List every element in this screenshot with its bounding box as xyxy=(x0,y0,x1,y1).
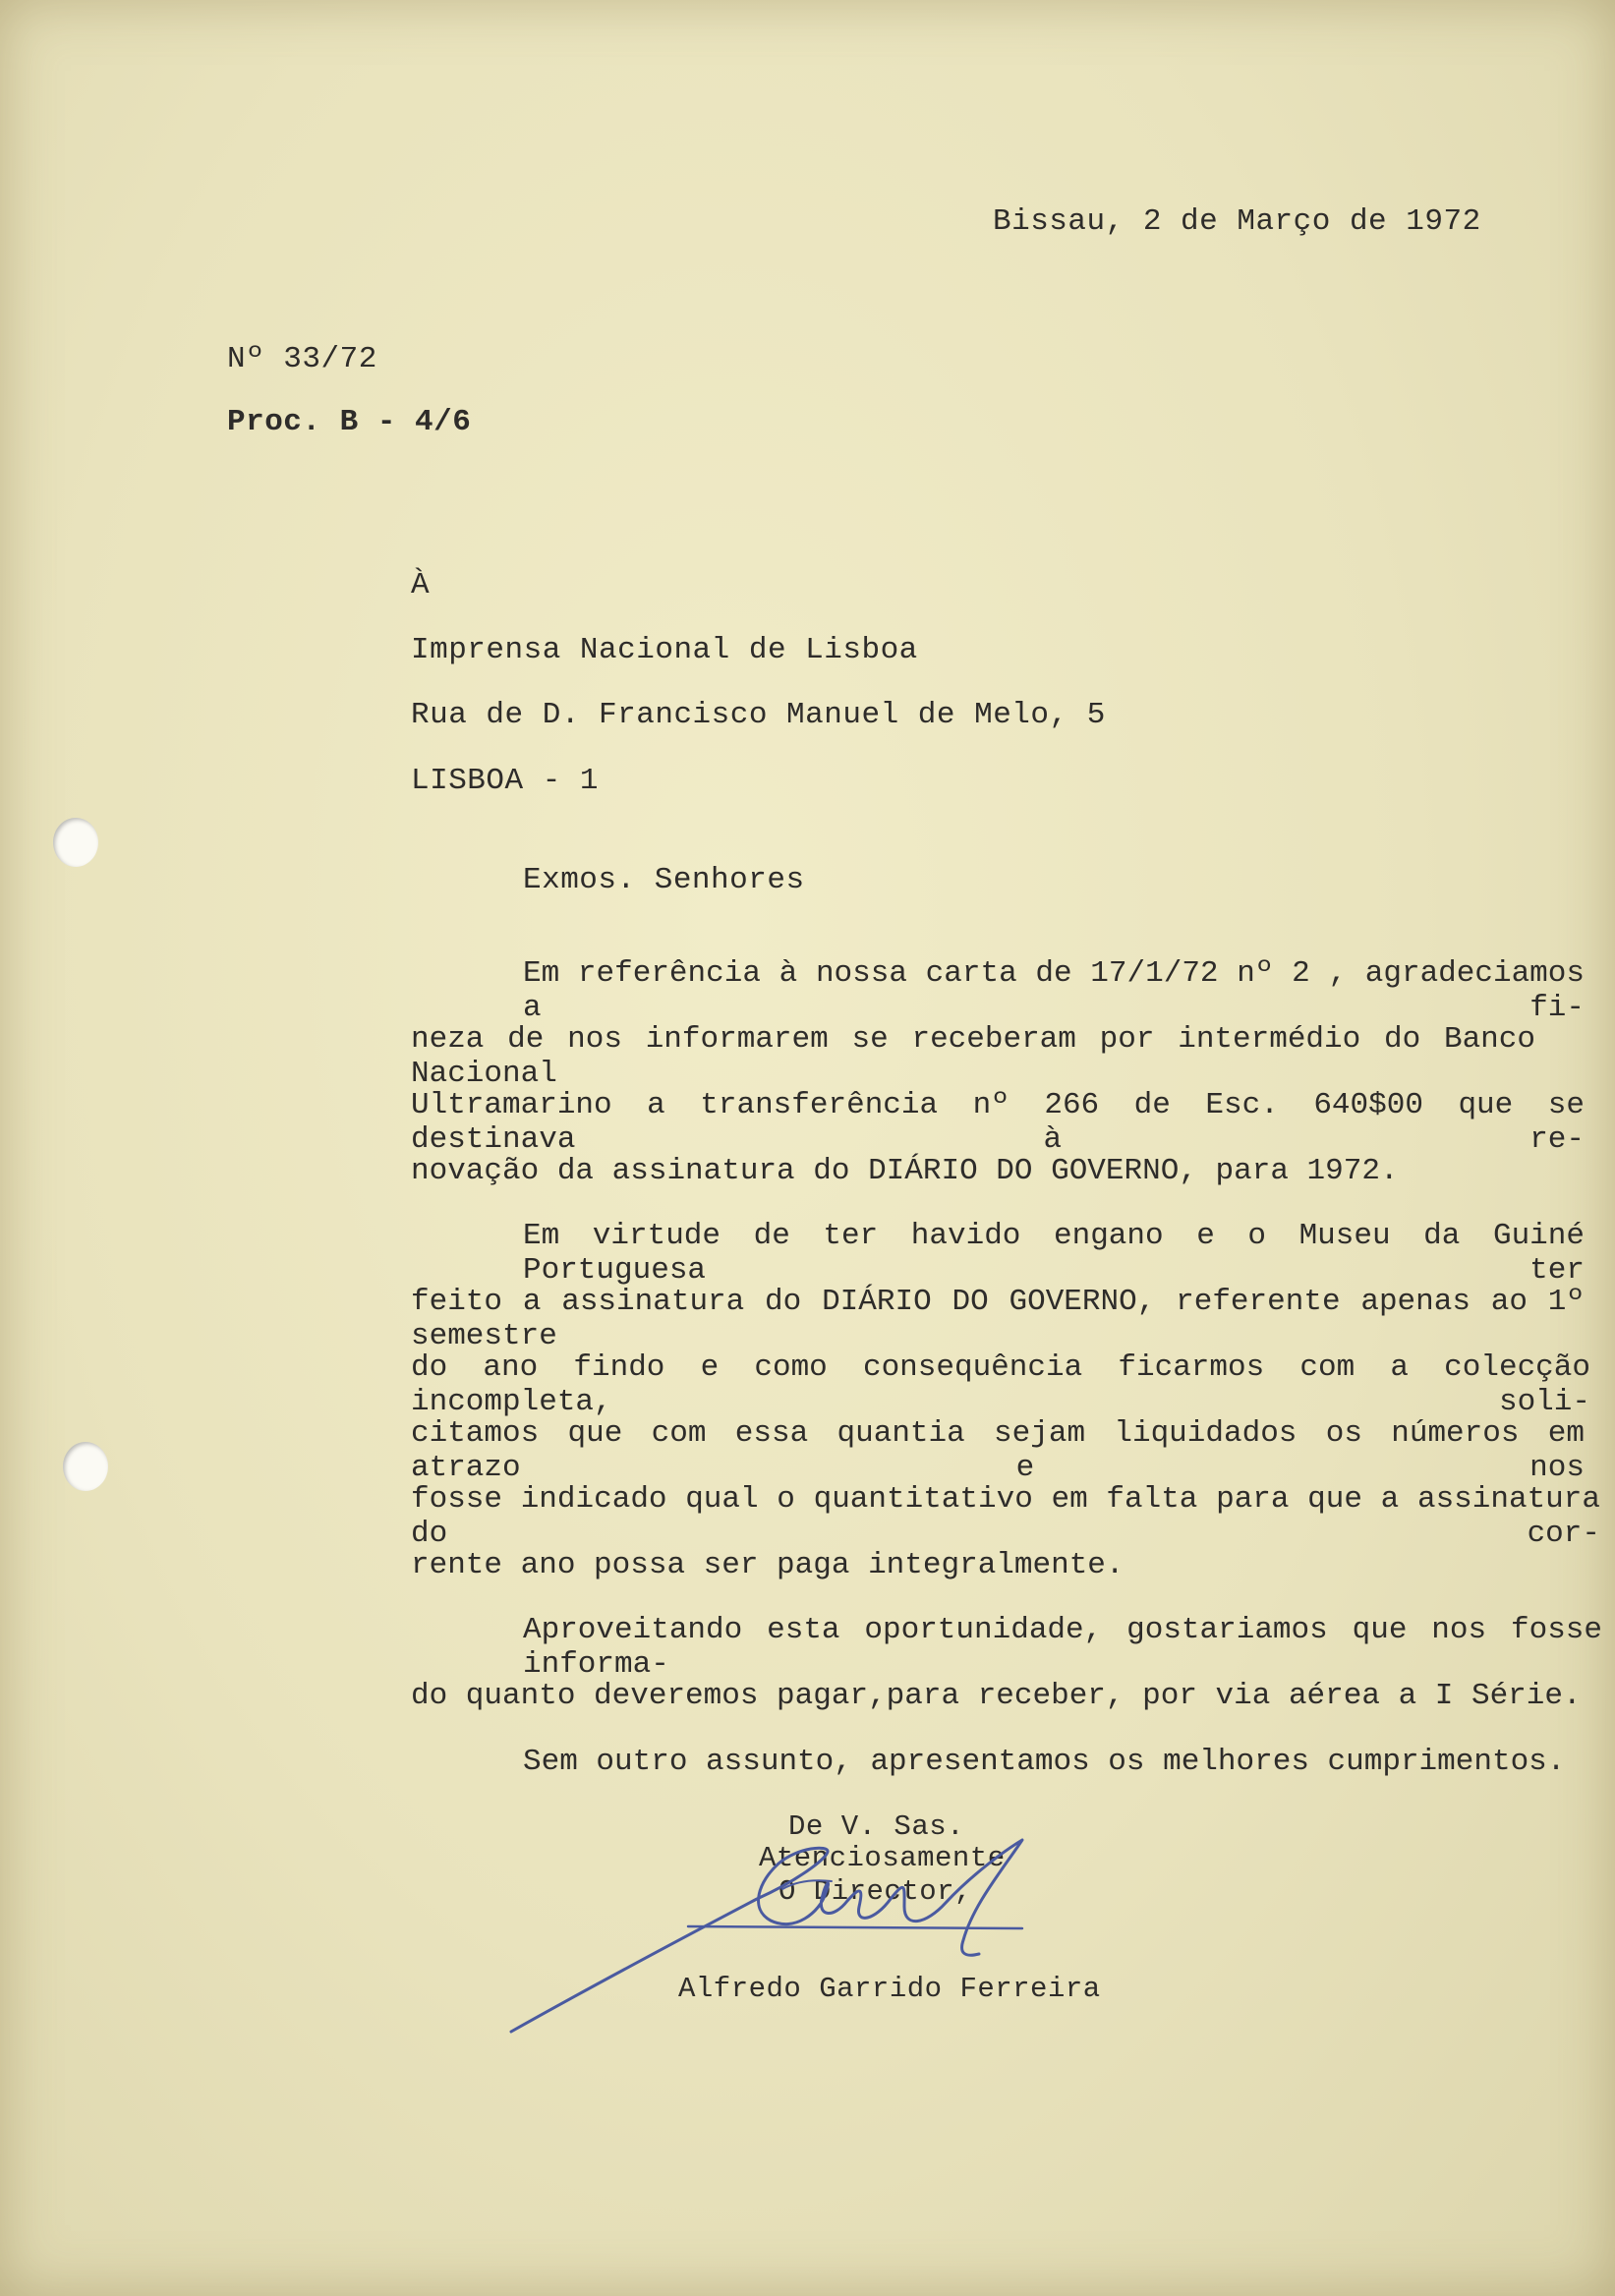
body-line: Em referência à nossa carta de 17/1/72 nº 2 , agradeciamos a fi- xyxy=(523,956,1585,1025)
salutation: Exmos. Senhores xyxy=(523,863,805,897)
recipient-prefix: À xyxy=(411,568,431,603)
handwritten-signature xyxy=(501,1830,1052,2066)
body-line: novação da assinatura do DIÁRIO DO GOVERNO, para 1972. xyxy=(411,1154,1399,1188)
body-line: Em virtude de ter havido engano e o Museu da Guiné Portuguesa ter xyxy=(523,1219,1585,1288)
reference-number: Nº 33/72 xyxy=(227,342,377,376)
body-line: Sem outro assunto, apresentamos os melhores cumprimentos. xyxy=(523,1745,1566,1779)
process-number: Proc. B - 4/6 xyxy=(227,405,472,439)
body-line: neza de nos informarem se receberam por intermédio do Banco Nacional xyxy=(411,1022,1535,1091)
recipient-street: Rua de D. Francisco Manuel de Melo, 5 xyxy=(411,698,1106,732)
body-line: do quanto deveremos pagar,para receber, por via aérea a I Série. xyxy=(411,1679,1582,1713)
closing-line-1: De V. Sas. xyxy=(788,1810,965,1843)
body-line: citamos que com essa quantia sejam liquidados os números em atrazo e nos xyxy=(411,1416,1585,1485)
punch-hole-lower xyxy=(63,1442,108,1491)
recipient-city: LISBOA - 1 xyxy=(411,764,600,798)
recipient-name: Imprensa Nacional de Lisboa xyxy=(411,633,918,667)
place-date: Bissau, 2 de Março de 1972 xyxy=(993,204,1481,239)
punch-hole-upper xyxy=(53,818,98,867)
signatory-name: Alfredo Garrido Ferreira xyxy=(678,1973,1101,2005)
closing-line-3: O Director, xyxy=(779,1875,972,1908)
body-line: Aproveitando esta oportunidade, gostariamos que nos fosse informa- xyxy=(523,1613,1602,1682)
body-line: rente ano possa ser paga integralmente. xyxy=(411,1548,1125,1582)
body-line: fosse indicado qual o quantitativo em falta para que a assinatura do cor- xyxy=(411,1482,1600,1551)
body-line: Ultramarino a transferência nº 266 de Esc. 640$00 que se destinava à re- xyxy=(411,1088,1585,1157)
closing-line-2: Atenciosamente xyxy=(759,1842,1006,1874)
body-line: feito a assinatura do DIÁRIO DO GOVERNO, referente apenas ao 1º semestre xyxy=(411,1285,1585,1353)
body-line: do ano findo e como consequência ficarmos com a colecção incompleta, soli- xyxy=(411,1350,1590,1419)
